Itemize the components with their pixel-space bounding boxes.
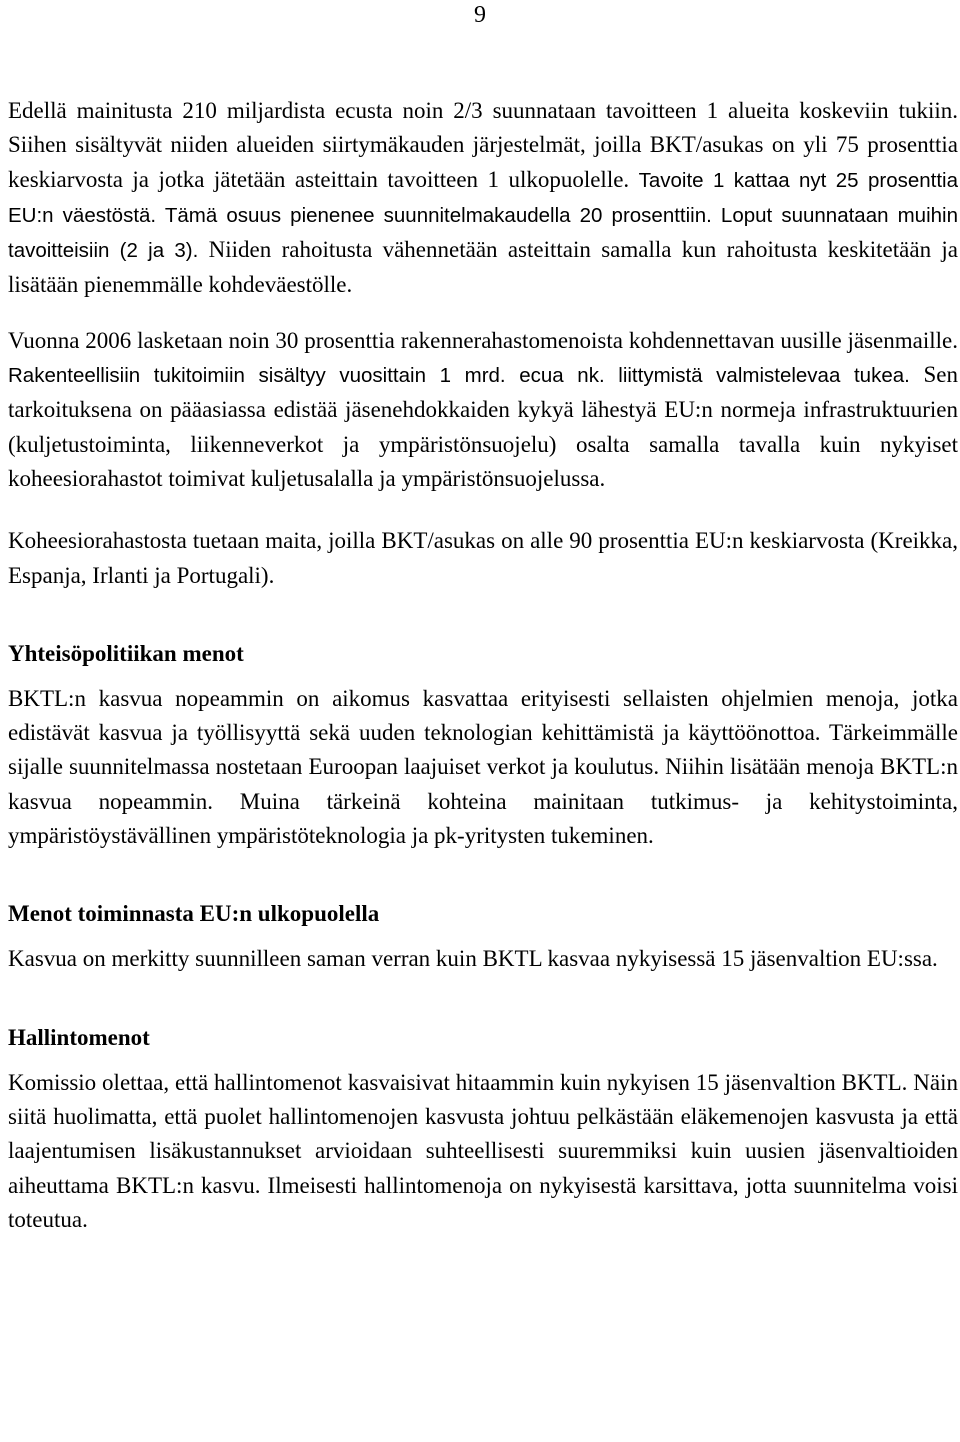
paragraph-rakennerahastot-purpose: Sen tarkoituksena on pääasiassa edistää jäsenehdokkaiden kykyä lähestyä EU:n normeja infrastruktuurien (kuljetustoiminta, liikenneverkot ja ympäristönsuojelu) osalta samalla tavalla kuin nykyiset koheesiorahastot toimivat kuljetusalalla ja ympäristönsuojelussa. (8, 362, 958, 491)
paragraph-tavoite-1 (8, 94, 958, 303)
paragraph-rakennerahastot (8, 324, 958, 496)
paragraph-hallintomenot: Komissio olettaa, että hallintomenot kasvaisivat hitaammin kuin nykyisen 15 jäsenvaltion BKTL. Näin siitä huolimatta, että puolet hallintomenojen kasvusta johtuu pelkästään eläkemenojen kasvusta ja että laajentumisen lisäkustannukset arvioidaan suhteellisesti suuremmiksi kuin uusien jäsenvaltioiden aiheuttama BKTL:n kasvu. Ilmeisesti hallintomenoja on nykyisestä karsittava, jotta suunnitelma voisi toteutua. (8, 1069, 958, 1232)
heading-menot-ulkopuolella: Menot toiminnasta EU:n ulkopuolella (8, 901, 380, 927)
paragraph-tavoite-1-funding: Niiden rahoitusta vähennetään asteittain samalla kun rahoitusta keskitetään ja lisätään pienemmälle kohdeväestölle. (8, 237, 958, 298)
paragraph-tavoite-1-share: Tavoite 1 kattaa nyt 25 prosenttia EU:n väestöstä. Tämä osuus pienenee suunnitelmakaudella 20 prosenttiin. Loput suunnataan muihin tavoitteisiin (2 ja 3). (8, 168, 958, 263)
paragraph-yhteisopolitiikka: BKTL:n kasvua nopeammin on aikomus kasvattaa erityisesti sellaisten ohjelmien menoja, jotka edistävät kasvua ja työllisyyttä sekä uuden teknologian kehittämistä ja käyttöönottoa. Tärkeimmälle sijalle suunnitelmassa nostetaan Euroopan laajuiset verkot ja koulutus. Niihin lisätään menoja BKTL:n kasvua nopeammin. Muina tärkeinä kohteina mainitaan tutkimus- ja kehitystoiminta, ympäristöystävällinen ympäristöteknologia ja pk-yritysten tukeminen. (8, 685, 958, 849)
heading-yhteisopolitiikan-menot: Yhteisöpolitiikan menot (8, 640, 244, 666)
heading-hallintomenot: Hallintomenot (8, 1024, 150, 1050)
paragraph-rakennerahastot-new-members: Vuonna 2006 lasketaan noin 30 prosenttia rakennerahastomenoista kohdennettavan uusille jäsenmaille. (8, 327, 958, 353)
page-number: 9 (474, 2, 486, 28)
document-body (8, 94, 958, 1237)
paragraph-tavoite-1-intro: Edellä mainitusta 210 miljardista ecusta noin 2/3 suunnataan tavoitteen 1 alueita koskeviin tukiin. Siihen sisältyvät niiden alueiden siirtymäkauden järjestelmät, joilla BKT/asukas on yli 75 prosenttia keskiarvosta ja jotka jätetään asteittain tavoitteen 1 ulkopuolelle. (8, 98, 958, 192)
paragraph-koheesiorahasto: Koheesiorahastosta tuetaan maita, joilla BKT/asukas on alle 90 prosenttia EU:n keskiarvosta (Kreikka, Espanja, Irlanti ja Portugali). (8, 528, 958, 588)
paragraph-ulkopuolella: Kasvua on merkitty suunnilleen saman verran kuin BKTL kasvaa nykyisessä 15 jäsenvaltion EU:ssa. (8, 946, 938, 972)
paragraph-rakennerahastot-pre-accession: Rakenteellisiin tukitoimiin sisältyy vuosittain 1 mrd. ecua nk. liittymistä valmistelevaa tukea. (8, 364, 910, 388)
